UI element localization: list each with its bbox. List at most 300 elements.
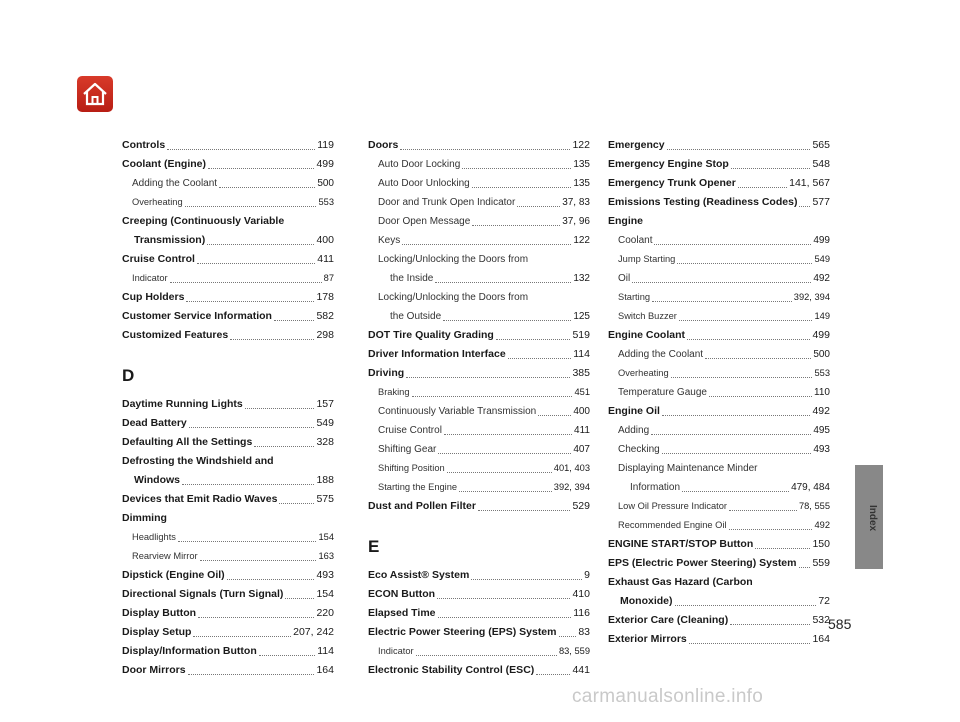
index-entry-term: Jump Starting [618, 254, 676, 264]
index-entry[interactable] [368, 269, 590, 288]
index-entry-term: Braking [378, 387, 410, 397]
index-entry-term: Directional Signals (Turn Signal) [122, 588, 284, 600]
index-entry-term: Auto Door Locking [378, 159, 461, 170]
index-entry-term: Headlights [132, 532, 176, 542]
dot-leader [729, 510, 797, 511]
index-entry[interactable] [122, 395, 334, 414]
index-entry-pages[interactable]: 125 [573, 311, 590, 322]
index-entry[interactable] [368, 345, 590, 364]
index-entry-term: Adding [618, 425, 650, 436]
index-entry-term: Starting the Engine [378, 482, 458, 492]
index-entry[interactable] [368, 193, 590, 212]
index-entry[interactable] [368, 440, 590, 459]
index-entry[interactable] [368, 231, 590, 250]
index-entry[interactable] [608, 288, 830, 307]
index-entry-term: Adding the Coolant [132, 178, 218, 189]
dot-leader [438, 453, 571, 454]
index-entry-term: Auto Door Unlocking [378, 178, 470, 189]
index-entry[interactable] [122, 193, 334, 212]
index-entry[interactable] [608, 611, 830, 630]
dot-leader [689, 643, 811, 644]
index-entry-term: Switch Buzzer [618, 311, 677, 321]
dot-leader [438, 617, 572, 618]
index-entry-term: Starting [618, 292, 651, 302]
index-entry-term: Oil [618, 273, 631, 284]
dot-leader [200, 560, 317, 561]
home-icon [82, 82, 108, 106]
index-entry-pages[interactable]: 328 [316, 436, 334, 448]
dot-leader [517, 206, 560, 207]
index-entry-pages[interactable]: 135 [573, 159, 590, 170]
index-entry[interactable] [608, 630, 830, 649]
dot-leader [274, 320, 315, 321]
index-entry[interactable] [608, 592, 830, 611]
index-entry[interactable] [122, 490, 334, 509]
dot-leader [459, 491, 552, 492]
index-entry-pages[interactable]: 500 [813, 349, 830, 360]
dot-leader [662, 415, 811, 416]
index-entry-pages[interactable]: 451 [574, 387, 590, 397]
dot-leader [536, 674, 570, 675]
index-entry-pages[interactable]: 178 [316, 291, 334, 303]
section-letter: E [368, 537, 380, 556]
dot-leader [471, 579, 582, 580]
dot-leader [447, 472, 552, 473]
index-entry[interactable] [368, 402, 590, 421]
index-entry-term: Electric Power Steering (EPS) System [368, 626, 557, 638]
index-entry-pages[interactable]: 157 [316, 398, 334, 410]
dot-leader [679, 320, 813, 321]
index-heading: Defrosting the Windshield and [122, 455, 274, 467]
dot-leader [709, 396, 812, 397]
index-entry[interactable] [608, 231, 830, 250]
index-heading: Displaying Maintenance Minder [618, 463, 758, 474]
index-entry[interactable] [608, 421, 830, 440]
index-entry[interactable] [608, 174, 830, 193]
dot-leader [245, 408, 315, 409]
index-entry[interactable] [122, 623, 334, 642]
dot-leader [188, 674, 315, 675]
dot-leader [677, 263, 812, 264]
index-entry-term: Electronic Stability Control (ESC) [368, 664, 535, 676]
index-entry[interactable] [368, 497, 590, 516]
dot-leader [730, 624, 810, 625]
index-entry[interactable] [122, 661, 334, 680]
dot-leader [167, 149, 315, 150]
page-number: 585 [828, 616, 852, 632]
index-entry-term: Customized Features [122, 329, 229, 341]
index-entry-term: Doors [368, 139, 399, 151]
index-entry[interactable] [122, 433, 334, 452]
index-entry-pages[interactable]: 385 [572, 367, 590, 379]
index-entry-pages[interactable]: 83 [578, 626, 590, 638]
index-entry-pages[interactable]: 392, 394 [793, 292, 830, 302]
index-entry-term: Transmission) [134, 234, 206, 246]
dot-leader [675, 605, 817, 606]
index-entry-pages[interactable]: 411 [317, 253, 334, 265]
dot-leader [472, 187, 572, 188]
index-entry-pages[interactable]: 577 [812, 196, 830, 208]
index-heading: Engine [608, 215, 644, 227]
index-entry-pages[interactable]: 407 [573, 444, 590, 455]
section-letter: D [122, 366, 135, 385]
index-entry-term: Display Setup [122, 626, 192, 638]
index-entry-pages[interactable]: 298 [316, 329, 334, 341]
index-entry-pages[interactable]: 114 [573, 348, 590, 360]
index-entry-term: Engine Coolant [608, 329, 685, 341]
index-entry-term: Adding the Coolant [618, 349, 704, 360]
index-entry-pages[interactable]: 410 [572, 588, 590, 600]
index-entry-term: Indicator [378, 646, 414, 656]
index-entry-pages[interactable]: 529 [572, 500, 590, 512]
index-entry[interactable] [122, 307, 334, 326]
index-entry-term: Exterior Care (Cleaning) [608, 614, 729, 626]
index-entry-pages[interactable]: 37, 83 [562, 197, 590, 208]
index-entry[interactable] [122, 231, 334, 250]
index-entry-term: Cup Holders [122, 291, 185, 303]
index-entry-term: Dead Battery [122, 417, 187, 429]
index-entry-term: Cruise Control [122, 253, 195, 265]
index-entry-pages[interactable]: 499 [813, 235, 830, 246]
dot-leader [259, 655, 316, 656]
index-entry-pages[interactable]: 154 [318, 532, 334, 542]
index-heading: Exhaust Gas Hazard (Carbon [608, 576, 753, 588]
index-entry-term: Recommended Engine Oil [618, 520, 727, 530]
dot-leader [538, 415, 571, 416]
index-entry-pages[interactable]: 575 [316, 493, 334, 505]
index-entry-pages[interactable]: 411 [574, 425, 590, 436]
dot-leader [402, 244, 571, 245]
index-entry[interactable] [122, 250, 334, 269]
index-entry[interactable] [368, 383, 590, 402]
index-entry-pages[interactable]: 492 [812, 405, 830, 417]
index-entry[interactable] [608, 535, 830, 554]
index-entry[interactable] [122, 604, 334, 623]
dot-leader [462, 168, 571, 169]
dot-leader [279, 503, 314, 504]
dot-leader [496, 339, 571, 340]
index-entry[interactable] [368, 566, 590, 585]
index-entry-pages[interactable]: 441 [572, 664, 590, 676]
index-entry-term: Devices that Emit Radio Waves [122, 493, 278, 505]
index-entry-term: Monoxide) [620, 595, 673, 607]
index-entry-term: DOT Tire Quality Grading [368, 329, 494, 341]
index-entry[interactable] [608, 345, 830, 364]
dot-leader [738, 187, 787, 188]
dot-leader [406, 377, 570, 378]
index-entry[interactable] [368, 642, 590, 661]
dot-leader [437, 598, 570, 599]
dot-leader [182, 484, 314, 485]
dot-leader [472, 225, 560, 226]
index-entry-pages[interactable]: 495 [813, 425, 830, 436]
index-entry-pages[interactable]: 164 [812, 633, 830, 645]
index-entry-pages[interactable]: 37, 96 [562, 216, 590, 227]
index-entry[interactable] [368, 307, 590, 326]
index-entry[interactable] [608, 554, 830, 573]
index-entry-term: Checking [618, 444, 660, 455]
dot-leader [705, 358, 811, 359]
index-entry[interactable] [122, 174, 334, 193]
dot-leader [729, 529, 813, 530]
index-entry-term: Rearview Mirror [132, 551, 198, 561]
index-entry-pages[interactable]: 401, 403 [553, 463, 590, 473]
index-entry-pages[interactable]: 72 [818, 595, 830, 607]
index-entry[interactable] [608, 136, 830, 155]
index-entry-pages[interactable]: 532 [812, 614, 830, 626]
dot-leader [662, 453, 812, 454]
index-entry[interactable] [608, 516, 830, 535]
index-entry[interactable] [122, 471, 334, 490]
dot-leader [444, 434, 572, 435]
index-heading: Locking/Unlocking the Doors from [378, 254, 529, 265]
dot-leader [186, 301, 314, 302]
home-button[interactable] [77, 76, 113, 112]
index-entry-term: Dipstick (Engine Oil) [122, 569, 225, 581]
dot-leader [654, 244, 811, 245]
index-entry-pages[interactable]: 163 [318, 551, 334, 561]
index-entry[interactable] [122, 585, 334, 604]
index-entry-pages[interactable]: 499 [316, 158, 334, 170]
dot-leader [208, 168, 314, 169]
index-entry-term: Engine Oil [608, 405, 660, 417]
dot-leader [400, 149, 570, 150]
index-entry-pages[interactable]: 549 [814, 254, 830, 264]
index-entry[interactable] [368, 136, 590, 155]
dot-leader [682, 491, 789, 492]
index-entry[interactable] [368, 459, 590, 478]
index-entry[interactable] [368, 661, 590, 680]
index-entry-pages[interactable]: 493 [813, 444, 830, 455]
index-entry[interactable] [608, 497, 830, 516]
index-entry[interactable] [122, 414, 334, 433]
index-entry[interactable] [608, 440, 830, 459]
index-entry[interactable] [608, 326, 830, 345]
index-entry-term: Indicator [132, 273, 168, 283]
index-entry[interactable] [368, 421, 590, 440]
index-heading: Locking/Unlocking the Doors from [378, 292, 529, 303]
index-entry-term: Door and Trunk Open Indicator [378, 197, 516, 208]
index-entry-pages[interactable]: 400 [573, 406, 590, 417]
index-entry-pages[interactable]: 553 [318, 197, 334, 207]
index-entry-pages[interactable]: 492 [814, 520, 830, 530]
index-entry-term: Emergency [608, 139, 665, 151]
index-entry-term: Overheating [132, 197, 183, 207]
index-entry[interactable] [122, 547, 334, 566]
index-entry[interactable] [122, 288, 334, 307]
dot-leader [416, 655, 557, 656]
dot-leader [227, 579, 315, 580]
index-entry[interactable] [608, 478, 830, 497]
index-entry-pages[interactable]: 548 [812, 158, 830, 170]
index-entry-term: Coolant (Engine) [122, 158, 206, 170]
index-entry-pages[interactable]: 122 [573, 235, 590, 246]
dot-leader [197, 263, 315, 264]
index-entry[interactable] [122, 269, 334, 288]
dot-leader [652, 301, 792, 302]
index-entry[interactable] [122, 528, 334, 547]
dot-leader [671, 377, 813, 378]
index-entry[interactable] [122, 326, 334, 345]
dot-leader [667, 149, 811, 150]
index-entry-pages[interactable]: 492 [813, 273, 830, 284]
index-entry[interactable] [122, 136, 334, 155]
index-entry-term: Dust and Pollen Filter [368, 500, 476, 512]
index-entry-term: Door Mirrors [122, 664, 186, 676]
index-entry[interactable] [122, 566, 334, 585]
dot-leader [285, 598, 314, 599]
dot-leader [651, 434, 811, 435]
index-entry-pages[interactable]: 154 [316, 588, 334, 600]
index-entry-pages[interactable]: 110 [814, 387, 830, 398]
index-entry[interactable] [608, 307, 830, 326]
index-entry-pages[interactable]: 83, 559 [558, 646, 590, 656]
index-entry-term: Defaulting All the Settings [122, 436, 253, 448]
index-entry[interactable] [608, 155, 830, 174]
index-entry[interactable] [368, 174, 590, 193]
index-entry-pages[interactable]: 9 [584, 569, 590, 581]
index-entry-pages[interactable]: 559 [812, 557, 830, 569]
index-column-1 [122, 136, 334, 680]
dot-leader [443, 320, 571, 321]
index-entry[interactable] [368, 478, 590, 497]
index-side-tab-label: Index [867, 505, 878, 532]
index-entry[interactable] [368, 364, 590, 383]
dot-leader [687, 339, 810, 340]
index-entry[interactable] [122, 155, 334, 174]
index-entry-pages[interactable]: 549 [316, 417, 334, 429]
index-entry-pages[interactable]: 500 [317, 178, 334, 189]
index-entry-term: ECON Button [368, 588, 436, 600]
index-heading: Creeping (Continuously Variable [122, 215, 285, 227]
index-entry-pages[interactable]: 132 [573, 273, 590, 284]
index-entry-term: Shifting Position [378, 463, 445, 473]
dot-leader [185, 206, 317, 207]
index-entry-term: Coolant [618, 235, 653, 246]
dot-leader [508, 358, 572, 359]
index-column-3 [608, 136, 830, 649]
index-entry-pages[interactable]: 122 [572, 139, 590, 151]
index-entry-pages[interactable]: 519 [572, 329, 590, 341]
dot-leader [755, 548, 810, 549]
index-entry[interactable] [368, 212, 590, 231]
dot-leader [193, 636, 291, 637]
index-entry-term: Driving [368, 367, 405, 379]
index-entry-term: Continuously Variable Transmission [378, 406, 537, 417]
index-entry-term: Keys [378, 235, 401, 246]
index-entry-pages[interactable]: 582 [316, 310, 334, 322]
dot-leader [198, 617, 314, 618]
index-entry-term: Door Open Message [378, 216, 471, 227]
index-entry-term: Elapsed Time [368, 607, 436, 619]
index-entry-pages[interactable]: 135 [573, 178, 590, 189]
dot-leader [170, 282, 322, 283]
dot-leader [189, 427, 315, 428]
index-entry-term: Display Button [122, 607, 197, 619]
dot-leader [478, 510, 571, 511]
index-entry[interactable] [608, 250, 830, 269]
index-entry-pages[interactable]: 78, 555 [798, 501, 830, 511]
dot-leader [178, 541, 317, 542]
index-entry-term: Customer Service Information [122, 310, 272, 322]
index-entry-term: Exterior Mirrors [608, 633, 687, 645]
index-entry[interactable] [608, 364, 830, 383]
index-entry[interactable] [122, 642, 334, 661]
index-entry-pages[interactable]: 116 [573, 607, 590, 619]
index-entry-term: Shifting Gear [378, 444, 437, 455]
index-entry-pages[interactable]: 188 [316, 474, 334, 486]
index-entry-pages[interactable]: 392, 394 [553, 482, 590, 492]
dot-leader [412, 396, 573, 397]
index-entry-term: Controls [122, 139, 166, 151]
index-entry-term: Daytime Running Lights [122, 398, 243, 410]
index-entry[interactable] [368, 585, 590, 604]
index-entry-pages[interactable]: 149 [814, 311, 830, 321]
dot-leader [435, 282, 571, 283]
index-entry[interactable] [608, 383, 830, 402]
index-entry-pages[interactable]: 479, 484 [791, 482, 830, 493]
index-entry-pages[interactable]: 114 [317, 645, 334, 657]
index-entry-pages[interactable]: 553 [814, 368, 830, 378]
index-entry-term: Temperature Gauge [618, 387, 707, 398]
index-entry[interactable] [368, 604, 590, 623]
index-entry-term: Low Oil Pressure Indicator [618, 501, 728, 511]
watermark: carmanualsonline.info [572, 686, 764, 707]
index-entry[interactable] [368, 326, 590, 345]
index-entry[interactable] [608, 193, 830, 212]
index-entry-term: Emissions Testing (Readiness Codes) [608, 196, 798, 208]
index-entry-pages[interactable]: 150 [812, 538, 830, 550]
index-entry-term: Emergency Engine Stop [608, 158, 729, 170]
dot-leader [219, 187, 315, 188]
index-entry-pages[interactable]: 207, 242 [293, 626, 334, 638]
index-column-2 [368, 136, 590, 680]
index-entry-pages[interactable]: 87 [323, 273, 334, 283]
index-entry[interactable] [608, 269, 830, 288]
index-entry-term: Display/Information Button [122, 645, 257, 657]
dot-leader [254, 446, 314, 447]
index-entry-pages[interactable]: 400 [316, 234, 334, 246]
index-entry[interactable] [608, 402, 830, 421]
index-entry[interactable] [368, 155, 590, 174]
dot-leader [207, 244, 314, 245]
dot-leader [731, 168, 811, 169]
index-entry-term: the Outside [390, 311, 442, 322]
index-entry-term: the Inside [390, 273, 434, 284]
index-entry-term: Driver Information Interface [368, 348, 506, 360]
dot-leader [799, 206, 810, 207]
index-entry[interactable] [368, 623, 590, 642]
index-entry-term: Emergency Trunk Opener [608, 177, 736, 189]
index-entry-pages[interactable]: 493 [316, 569, 334, 581]
index-heading: Dimming [122, 512, 167, 524]
index-entry-pages[interactable]: 141, 567 [789, 177, 830, 189]
index-entry-pages[interactable]: 565 [812, 139, 830, 151]
index-entry-pages[interactable]: 499 [812, 329, 830, 341]
index-entry-term: Information [630, 482, 681, 493]
index-entry-term: Overheating [618, 368, 669, 378]
dot-leader [230, 339, 314, 340]
index-entry-pages[interactable]: 164 [316, 664, 334, 676]
index-entry-term: EPS (Electric Power Steering) System [608, 557, 797, 569]
index-entry-pages[interactable]: 119 [317, 139, 334, 151]
dot-leader [559, 636, 577, 637]
index-entry-term: Cruise Control [378, 425, 442, 436]
index-entry-term: Windows [134, 474, 180, 486]
dot-leader [632, 282, 811, 283]
index-entry-pages[interactable]: 220 [316, 607, 334, 619]
dot-leader [799, 567, 811, 568]
